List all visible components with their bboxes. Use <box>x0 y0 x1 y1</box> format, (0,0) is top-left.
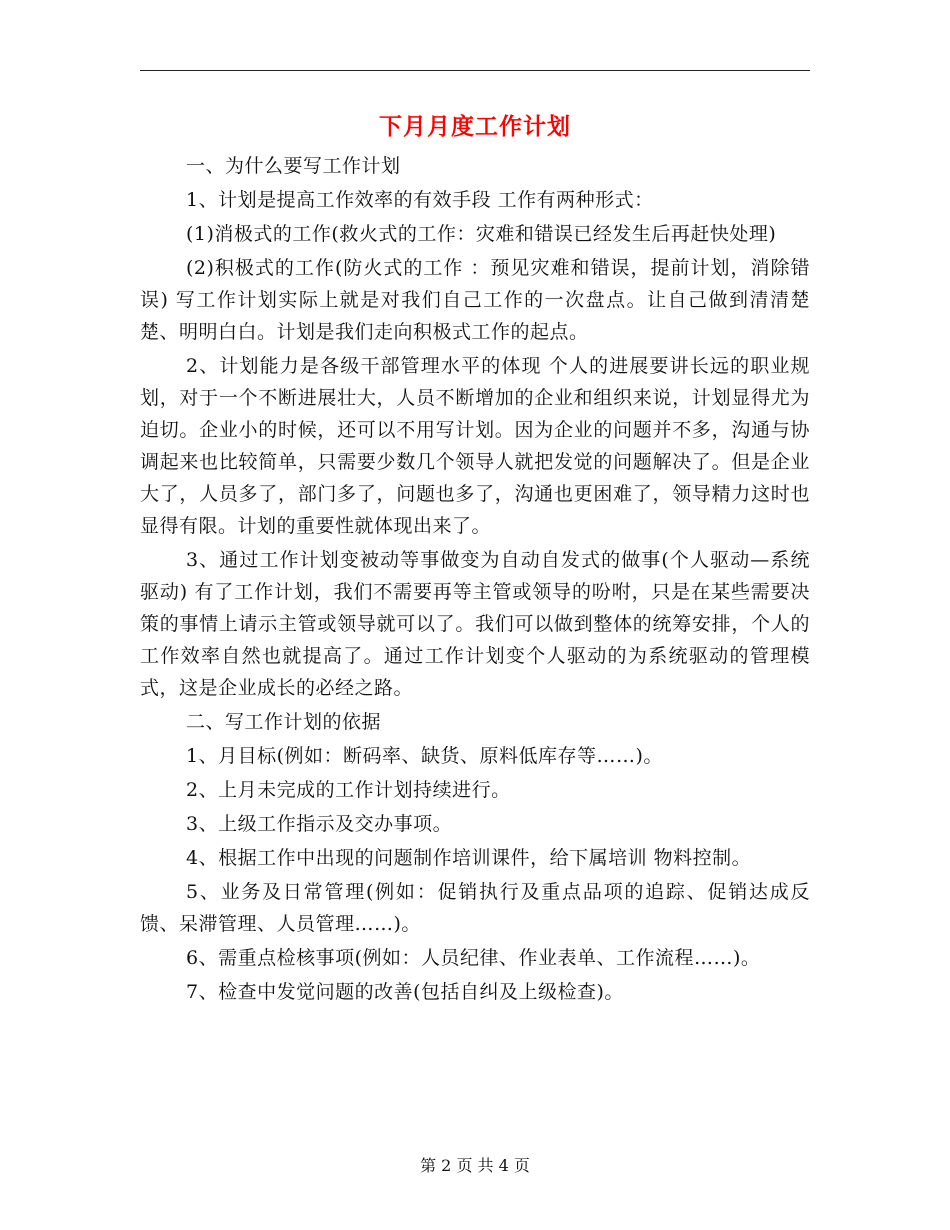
page-number: 第 2 页 共 4 页 <box>420 1156 530 1175</box>
list-item: 2、上月未完成的工作计划持续进行。 <box>186 779 511 801</box>
section-heading-2: 二、写工作计划的依据 <box>186 711 382 733</box>
paragraph-3: 3、通过工作计划变被动等事做变为自动自发式的做事(个人驱动—系统驱动) 有了工作计划，我们不需要再等主管或领导的吩咐，只是在某些需要决策的事情上请示主管或领导就可以了。我们可以做到整体的统筹安排，个人的工作效率自然也就提高了。通过工作计划变个人驱动的为系统驱动的管理模式，这是企业成长的必经之路。 <box>140 549 810 699</box>
list-item: 3、上级工作指示及交办事项。 <box>186 813 453 835</box>
paragraph-1-2: (2)积极式的工作(防火式的工作 ：预见灾难和错误，提前计划，消除错误) 写工作计划实际上就是对我们自己工作的一次盘点。让自己做到清清楚楚、明明白白。计划是我们走向积极式工作的起点。 <box>140 257 810 343</box>
list-item: 7、检查中发觉问题的改善(包括自纠及上级检查)。 <box>186 981 624 1003</box>
list-item: 4、根据工作中出现的问题制作培训课件，给下属培训 物料控制。 <box>186 847 752 869</box>
paragraph-2: 2、计划能力是各级干部管理水平的体现 个人的进展要讲长远的职业规划，对于一个不断进展壮大，人员不断增加的企业和组织来说，计划显得尤为迫切。企业小的时候，还可以不用写计划。因为企业的问题并不多，沟通与协调起来也比较简单，只需要少数几个领导人就把发觉的问题解决了。但是企业大了，人员多了，部门多了，问题也多了，沟通也更困难了，领导精力这时也显得有限。计划的重要性就体现出来了。 <box>140 355 810 537</box>
header-rule <box>140 70 810 71</box>
list-item: 5、业务及日常管理(例如：促销执行及重点品项的追踪、促销达成反馈、呆滞管理、人员管理……)。 <box>140 881 810 935</box>
section-heading-1: 一、为什么要写工作计划 <box>186 155 401 177</box>
paragraph-1: 1、计划是提高工作效率的有效手段 工作有两种形式： <box>186 189 654 211</box>
list-item: 1、月目标(例如：断码率、缺货、原料低库存等……)。 <box>186 745 663 767</box>
paragraph-1-1: (1)消极式的工作(救火式的工作：灾难和错误已经发生后再赶快处理) <box>186 223 777 245</box>
list-item: 6、需重点检核事项(例如：人员纪律、作业表单、工作流程……)。 <box>186 947 761 969</box>
document-body <box>140 150 810 1010</box>
document-title: 下月月度工作计划 <box>379 113 571 140</box>
